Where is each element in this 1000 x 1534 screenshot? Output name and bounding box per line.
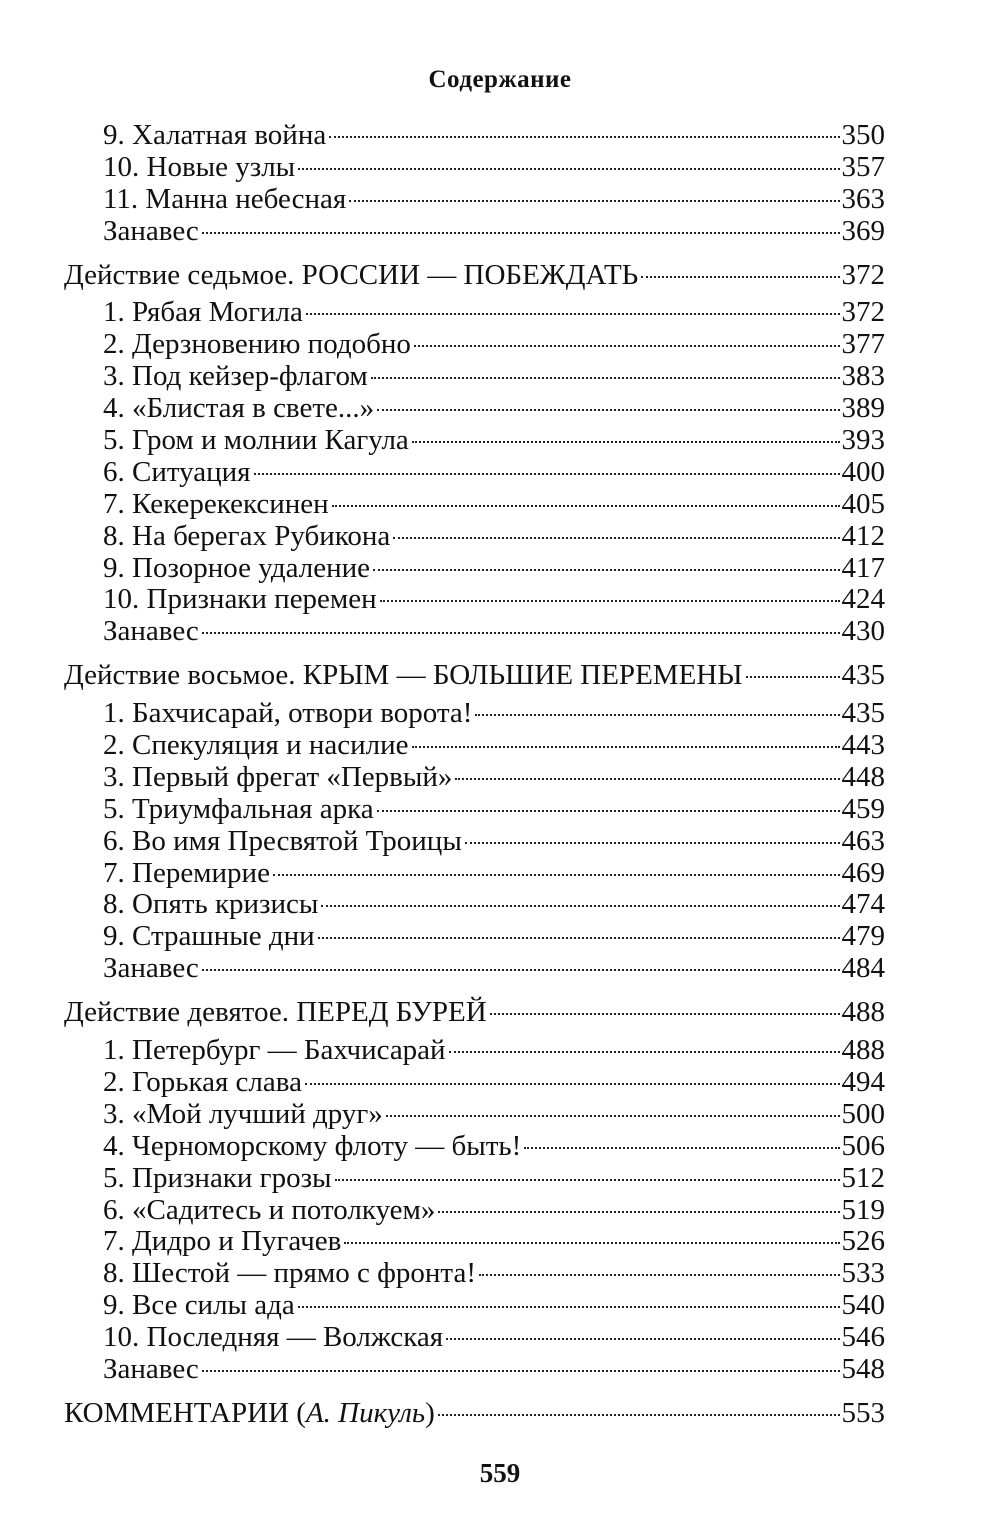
entry-page: 540 bbox=[841, 1289, 885, 1322]
dot-leader bbox=[332, 505, 840, 507]
toc-act-7[interactable] bbox=[0, 260, 1000, 292]
toc-entry[interactable] bbox=[0, 921, 1000, 953]
entry-page: 463 bbox=[841, 824, 885, 857]
toc-entry[interactable] bbox=[0, 698, 1000, 730]
entry-page: 357 bbox=[841, 150, 885, 183]
entry-title: 5. Триумфальная арка bbox=[103, 792, 374, 825]
entry-title: 8. Шестой — прямо с фронта! bbox=[103, 1257, 476, 1290]
toc-entry[interactable] bbox=[0, 889, 1000, 921]
entry-title: 10. Новые узлы bbox=[103, 150, 296, 183]
dot-leader bbox=[438, 1414, 840, 1416]
dot-leader bbox=[254, 473, 840, 475]
entry-title: 4. Черноморскому флоту — быть! bbox=[103, 1129, 522, 1162]
toc-entry[interactable] bbox=[0, 1290, 1000, 1322]
dot-leader bbox=[344, 1242, 839, 1244]
toc-entry[interactable] bbox=[0, 120, 1000, 152]
entry-title: Занавес bbox=[103, 1352, 199, 1385]
dot-leader bbox=[412, 746, 840, 748]
entry-page: 506 bbox=[841, 1129, 885, 1162]
dot-leader bbox=[475, 714, 839, 716]
entry-title: 11. Манна небесная bbox=[103, 182, 347, 215]
table-of-contents bbox=[0, 120, 1000, 1436]
entry-title: 3. Под кейзер-флагом bbox=[103, 360, 368, 393]
toc-entry[interactable] bbox=[0, 826, 1000, 858]
dot-leader bbox=[490, 1013, 840, 1015]
entry-title: 9. Страшные дни bbox=[103, 920, 315, 953]
entry-page: 389 bbox=[841, 392, 885, 425]
entry-title: 2. Горькая слава bbox=[103, 1065, 302, 1098]
entry-page: 533 bbox=[841, 1257, 885, 1290]
toc-entry[interactable] bbox=[0, 1131, 1000, 1163]
dot-leader bbox=[377, 409, 839, 411]
act-page: 372 bbox=[841, 258, 885, 291]
dot-leader bbox=[465, 842, 840, 844]
dot-leader bbox=[202, 232, 840, 234]
entry-title: 7. Перемирие bbox=[103, 856, 270, 889]
entry-title: 9. Халатная война bbox=[103, 119, 327, 151]
entry-page: 393 bbox=[841, 424, 885, 457]
toc-entry[interactable] bbox=[0, 584, 1000, 616]
toc-entry[interactable] bbox=[0, 361, 1000, 393]
dot-leader bbox=[393, 537, 839, 539]
dot-leader bbox=[202, 1370, 840, 1372]
entry-page: 519 bbox=[841, 1193, 885, 1226]
dot-leader bbox=[438, 1211, 839, 1213]
toc-entry[interactable] bbox=[0, 1354, 1000, 1386]
comments-title bbox=[64, 1398, 435, 1430]
entry-page: 377 bbox=[841, 328, 885, 361]
dot-leader bbox=[446, 1338, 839, 1340]
entry-title: Занавес bbox=[103, 214, 199, 247]
entry-title: 9. Позорное удаление bbox=[103, 551, 371, 584]
entry-title: 1. Петербург — Бахчисарай bbox=[103, 1034, 446, 1067]
entry-title: 7. Дидро и Пугачев bbox=[103, 1225, 342, 1258]
dot-leader bbox=[202, 969, 840, 971]
toc-entry[interactable] bbox=[0, 184, 1000, 216]
dot-leader bbox=[412, 441, 840, 443]
toc-entry[interactable] bbox=[0, 393, 1000, 425]
dot-leader bbox=[641, 276, 839, 278]
entry-page: 424 bbox=[841, 583, 885, 616]
entry-page: 363 bbox=[841, 182, 885, 215]
entry-title: 8. Опять кризисы bbox=[103, 888, 319, 921]
toc-entry[interactable] bbox=[0, 553, 1000, 585]
toc-entry[interactable] bbox=[0, 858, 1000, 890]
dot-leader bbox=[414, 345, 840, 347]
dot-leader bbox=[306, 313, 840, 315]
entry-title: 2. Спекуляция и насилие bbox=[103, 729, 409, 762]
entry-page: 526 bbox=[841, 1225, 885, 1258]
entries-group-b bbox=[0, 297, 1000, 648]
toc-entry[interactable] bbox=[0, 489, 1000, 521]
act-title: Действие седьмое. РОССИИ — ПОБЕЖДАТЬ bbox=[64, 258, 639, 291]
dot-leader bbox=[202, 632, 840, 634]
entry-title: 5. Гром и молнии Кагула bbox=[103, 424, 409, 457]
dot-leader bbox=[329, 136, 839, 138]
toc-entry[interactable] bbox=[0, 425, 1000, 457]
entry-title: 6. «Садитесь и потолкуем» bbox=[103, 1193, 436, 1226]
dot-leader bbox=[386, 1115, 840, 1117]
entry-page: 443 bbox=[841, 729, 885, 762]
entry-page: 512 bbox=[841, 1161, 885, 1194]
entry-page: 417 bbox=[841, 551, 885, 584]
toc-entry[interactable] bbox=[0, 329, 1000, 361]
page-number: 559 bbox=[479, 1458, 521, 1488]
dot-leader bbox=[449, 1051, 840, 1053]
toc-entry[interactable] bbox=[0, 762, 1000, 794]
entry-title: 7. Кекерекексинен bbox=[103, 487, 329, 520]
entry-title: 5. Признаки грозы bbox=[103, 1161, 332, 1194]
dot-leader bbox=[380, 600, 840, 602]
act-title: Действие восьмое. КРЫМ — БОЛЬШИЕ ПЕРЕМЕНЫ bbox=[64, 659, 743, 692]
toc-entry[interactable] bbox=[0, 521, 1000, 553]
entry-page: 469 bbox=[841, 856, 885, 889]
dot-leader bbox=[371, 377, 840, 379]
entry-title: 6. Во имя Пресвятой Троицы bbox=[103, 824, 462, 857]
comments-author: А. Пикуль bbox=[305, 1396, 426, 1429]
dot-leader bbox=[335, 1179, 840, 1181]
entry-page: 479 bbox=[841, 920, 885, 953]
toc-comments[interactable] bbox=[0, 1398, 1000, 1430]
act-title: Действие девятое. ПЕРЕД БУРЕЙ bbox=[64, 996, 487, 1029]
toc-act-8[interactable] bbox=[0, 660, 1000, 692]
entry-page: 400 bbox=[841, 455, 885, 488]
entry-title: 3. Первый фрегат «Первый» bbox=[103, 760, 453, 793]
entry-page: 350 bbox=[841, 119, 885, 151]
entry-title: 10. Признаки перемен bbox=[103, 583, 377, 616]
entry-title: 9. Все силы ада bbox=[103, 1289, 295, 1322]
toc-entry[interactable] bbox=[0, 1322, 1000, 1354]
act-page: 488 bbox=[841, 996, 885, 1029]
dot-leader bbox=[524, 1147, 839, 1149]
toc-act-9[interactable] bbox=[0, 997, 1000, 1029]
entries-group-d bbox=[0, 1035, 1000, 1386]
toc-entry[interactable] bbox=[0, 794, 1000, 826]
dot-leader bbox=[373, 569, 839, 571]
comments-label: КОММЕНТАРИИ ( bbox=[64, 1396, 306, 1429]
dot-leader bbox=[273, 874, 840, 876]
comments-page: 553 bbox=[841, 1396, 885, 1429]
entry-page: 494 bbox=[841, 1065, 885, 1098]
toc-entry[interactable] bbox=[0, 1163, 1000, 1195]
entry-title: Занавес bbox=[103, 615, 199, 648]
entry-title: 2. Дерзновению подобно bbox=[103, 328, 411, 361]
running-header: Содержание bbox=[428, 66, 572, 93]
entry-title: 4. «Блистая в свете...» bbox=[103, 392, 375, 425]
entry-page: 459 bbox=[841, 792, 885, 825]
comments-close: ) bbox=[425, 1396, 435, 1429]
dot-leader bbox=[377, 810, 840, 812]
entry-page: 430 bbox=[841, 615, 885, 648]
toc-entry[interactable] bbox=[0, 953, 1000, 985]
dot-leader bbox=[318, 937, 840, 939]
entry-page: 548 bbox=[841, 1352, 885, 1385]
toc-entry[interactable] bbox=[0, 152, 1000, 184]
entry-page: 488 bbox=[841, 1034, 885, 1067]
dot-leader bbox=[298, 1306, 840, 1308]
dot-leader bbox=[746, 676, 840, 678]
dot-leader bbox=[479, 1274, 840, 1276]
toc-entry[interactable] bbox=[0, 1258, 1000, 1290]
dot-leader bbox=[455, 778, 839, 780]
entry-title: 8. На берегах Рубикона bbox=[103, 519, 391, 552]
entry-page: 500 bbox=[841, 1097, 885, 1130]
entry-page: 372 bbox=[841, 296, 885, 329]
dot-leader bbox=[349, 200, 839, 202]
entry-page: 412 bbox=[841, 519, 885, 552]
entry-title: Занавес bbox=[103, 952, 199, 985]
toc-entry[interactable] bbox=[0, 730, 1000, 762]
toc-entry[interactable] bbox=[0, 1226, 1000, 1258]
entry-page: 448 bbox=[841, 760, 885, 793]
toc-entry[interactable] bbox=[0, 616, 1000, 648]
dot-leader bbox=[321, 905, 839, 907]
toc-entry[interactable] bbox=[0, 1099, 1000, 1131]
entry-title: 6. Ситуация bbox=[103, 455, 251, 488]
toc-entry[interactable] bbox=[0, 1067, 1000, 1099]
entries-group-c bbox=[0, 698, 1000, 985]
toc-entry[interactable] bbox=[0, 1195, 1000, 1227]
entry-title: 1. Рябая Могила bbox=[103, 296, 303, 329]
entry-page: 383 bbox=[841, 360, 885, 393]
dot-leader bbox=[298, 168, 839, 170]
entry-title: 1. Бахчисарай, отвори ворота! bbox=[103, 697, 473, 730]
entry-page: 435 bbox=[841, 697, 885, 730]
act-page: 435 bbox=[841, 659, 885, 692]
toc-entry[interactable] bbox=[0, 457, 1000, 489]
entry-title: 3. «Мой лучший друг» bbox=[103, 1097, 383, 1130]
toc-entry[interactable] bbox=[0, 1035, 1000, 1067]
toc-entry[interactable] bbox=[0, 297, 1000, 329]
toc-entry[interactable] bbox=[0, 216, 1000, 248]
entry-page: 369 bbox=[841, 214, 885, 247]
entry-page: 405 bbox=[841, 487, 885, 520]
entry-title: 10. Последняя — Волжская bbox=[103, 1321, 444, 1354]
entry-page: 484 bbox=[841, 952, 885, 985]
dot-leader bbox=[305, 1083, 840, 1085]
entries-group-a bbox=[0, 120, 1000, 248]
entry-page: 546 bbox=[841, 1321, 885, 1354]
entry-page: 474 bbox=[841, 888, 885, 921]
